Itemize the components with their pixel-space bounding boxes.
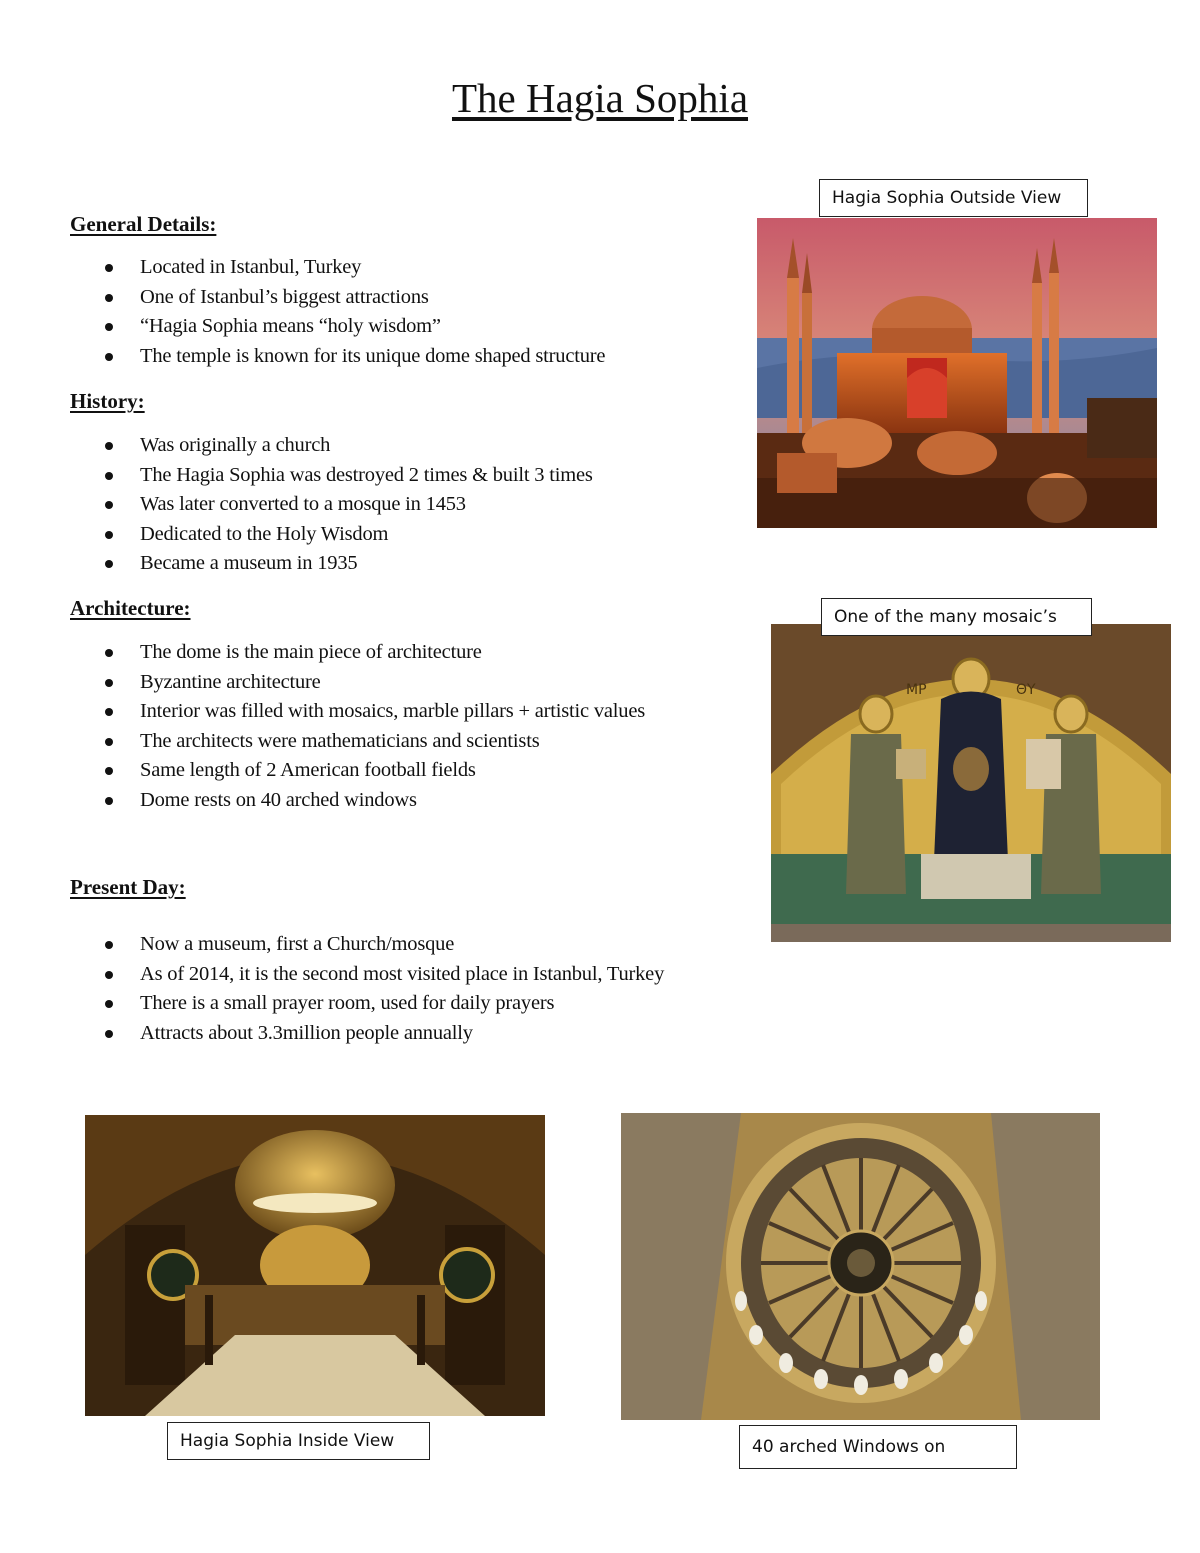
list-history [70,431,593,579]
list-item: Same length of 2 American football fields [70,756,645,786]
caption-mosaic: One of the many mosaic’s [821,598,1092,636]
photo-dome-windows [621,1113,1100,1420]
caption-dome-windows: 40 arched Windows on [739,1425,1017,1469]
photo-inside-view [85,1115,545,1416]
list-item: One of Istanbul’s biggest attractions [70,283,605,313]
caption-inside-view: Hagia Sophia Inside View [167,1422,430,1460]
list-item: Located in Istanbul, Turkey [70,253,605,283]
list-item: Now a museum, first a Church/mosque [70,930,664,960]
photo-mosaic [771,624,1171,942]
list-item: Became a museum in 1935 [70,549,593,579]
list-item: The architects were mathematicians and scientists [70,727,645,757]
list-item: Attracts about 3.3million people annually [70,1019,664,1049]
list-item: Dome rests on 40 arched windows [70,786,645,816]
page-title: The Hagia Sophia [451,75,749,121]
list-item: The Hagia Sophia was destroyed 2 times & built 3 times [70,461,593,491]
heading-present-day: Present Day: [70,875,186,899]
list-present-day [70,930,664,1048]
list-item: There is a small prayer room, used for daily prayers [70,989,664,1019]
heading-general-details: General Details: [70,212,217,236]
list-item: Was originally a church [70,431,593,461]
list-item: Dedicated to the Holy Wisdom [70,520,593,550]
heading-history: History: [70,389,145,413]
svg-text:ΜΡ: ΜΡ [906,682,927,698]
list-item: As of 2014, it is the second most visited place in Istanbul, Turkey [70,960,664,990]
photo-outside-view [757,218,1157,528]
list-item: The temple is known for its unique dome shaped structure [70,342,605,372]
list-item: “Hagia Sophia means “holy wisdom” [70,312,605,342]
list-architecture [70,638,645,815]
list-item: Byzantine architecture [70,668,645,698]
heading-architecture: Architecture: [70,596,191,620]
list-item: Interior was filled with mosaics, marble pillars + artistic values [70,697,645,727]
list-item: The dome is the main piece of architecture [70,638,645,668]
list-general-details [70,253,605,371]
svg-text:ΘΥ: ΘΥ [1016,682,1036,698]
caption-outside-view: Hagia Sophia Outside View [819,179,1088,217]
list-item: Was later converted to a mosque in 1453 [70,490,593,520]
